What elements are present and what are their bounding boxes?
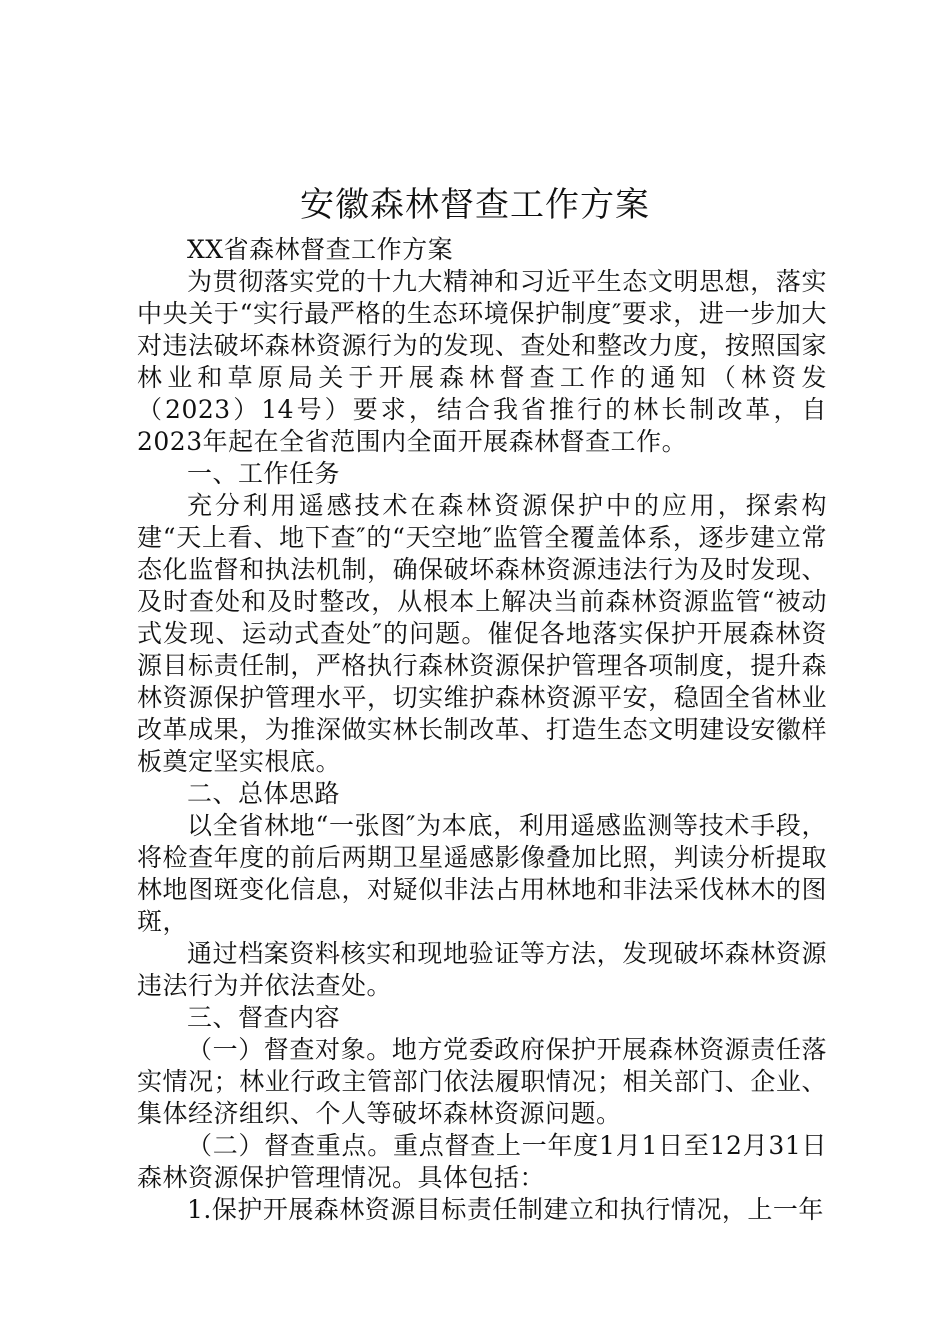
section-heading-approach: 二、总体思路 [187, 779, 341, 808]
paragraph-focus: （二）督查重点。重点督查上一年度1月1日至12月31日森林资源保护管理情况。具体包括： [137, 1131, 827, 1192]
paragraph-tasks: 充分利用遥感技术在森林资源保护中的应用，探索构建“天上看、地下查″的“天空地″监管全覆盖体系，逐步建立常态化监督和执法机制，确保破坏森林资源违法行为及时发现、及时查处和及时整改，从根本上解决当前森林资源监管“被动式发现、运动式查处″的问题。催促各地落实保护开展森林资源目标责任制，严格执行森林资源保护管理各项制度，提升森林资源保护管理水平，切实维护森林资源平安，稳固全省林业改革成果，为推深做实林长制改革、打造生态文明建设安徽样板奠定坚实根底。 [137, 491, 827, 776]
paragraph-intro: 为贯彻落实党的十九大精神和习近平生态文明思想，落实中央关于“实行最严格的生态环境保护制度″要求，进一步加大对违法破坏森林资源行为的发现、查处和整改力度，按照国家林业和草原局关于开展森林督查工作的通知（林资发（2023）14号）要求，结合我省推行的林长制改革，自2023年起在全省范围内全面开展森林督查工作。 [137, 267, 827, 456]
section-heading-tasks: 一、工作任务 [187, 459, 341, 488]
paragraph-subtitle: XX省森林督查工作方案 [187, 235, 454, 264]
paragraph-item-1: 1.保护开展森林资源目标责任制建立和执行情况，上一年 [187, 1195, 824, 1224]
paragraph-targets: （一）督查对象。地方党委政府保护开展森林资源责任落实情况；林业行政主管部门依法履职情况；相关部门、企业、集体经济组织、个人等破坏森林资源问题。 [137, 1035, 827, 1128]
section-heading-content: 三、督查内容 [187, 1003, 341, 1032]
document-body [137, 234, 827, 1226]
paragraph-approach-continued: 通过档案资料核实和现地验证等方法，发现破坏森林资源违法行为并依法查处。 [137, 939, 827, 1000]
document-title: 安徽森林督查工作方案 [300, 185, 650, 225]
paragraph-approach: 以全省林地“一张图″为本底，利用遥感监测等技术手段，将检查年度的前后两期卫星遥感影像叠加比照，判读分析提取林地图斑变化信息，对疑似非法占用林地和非法采伐林木的图斑， [137, 811, 827, 936]
